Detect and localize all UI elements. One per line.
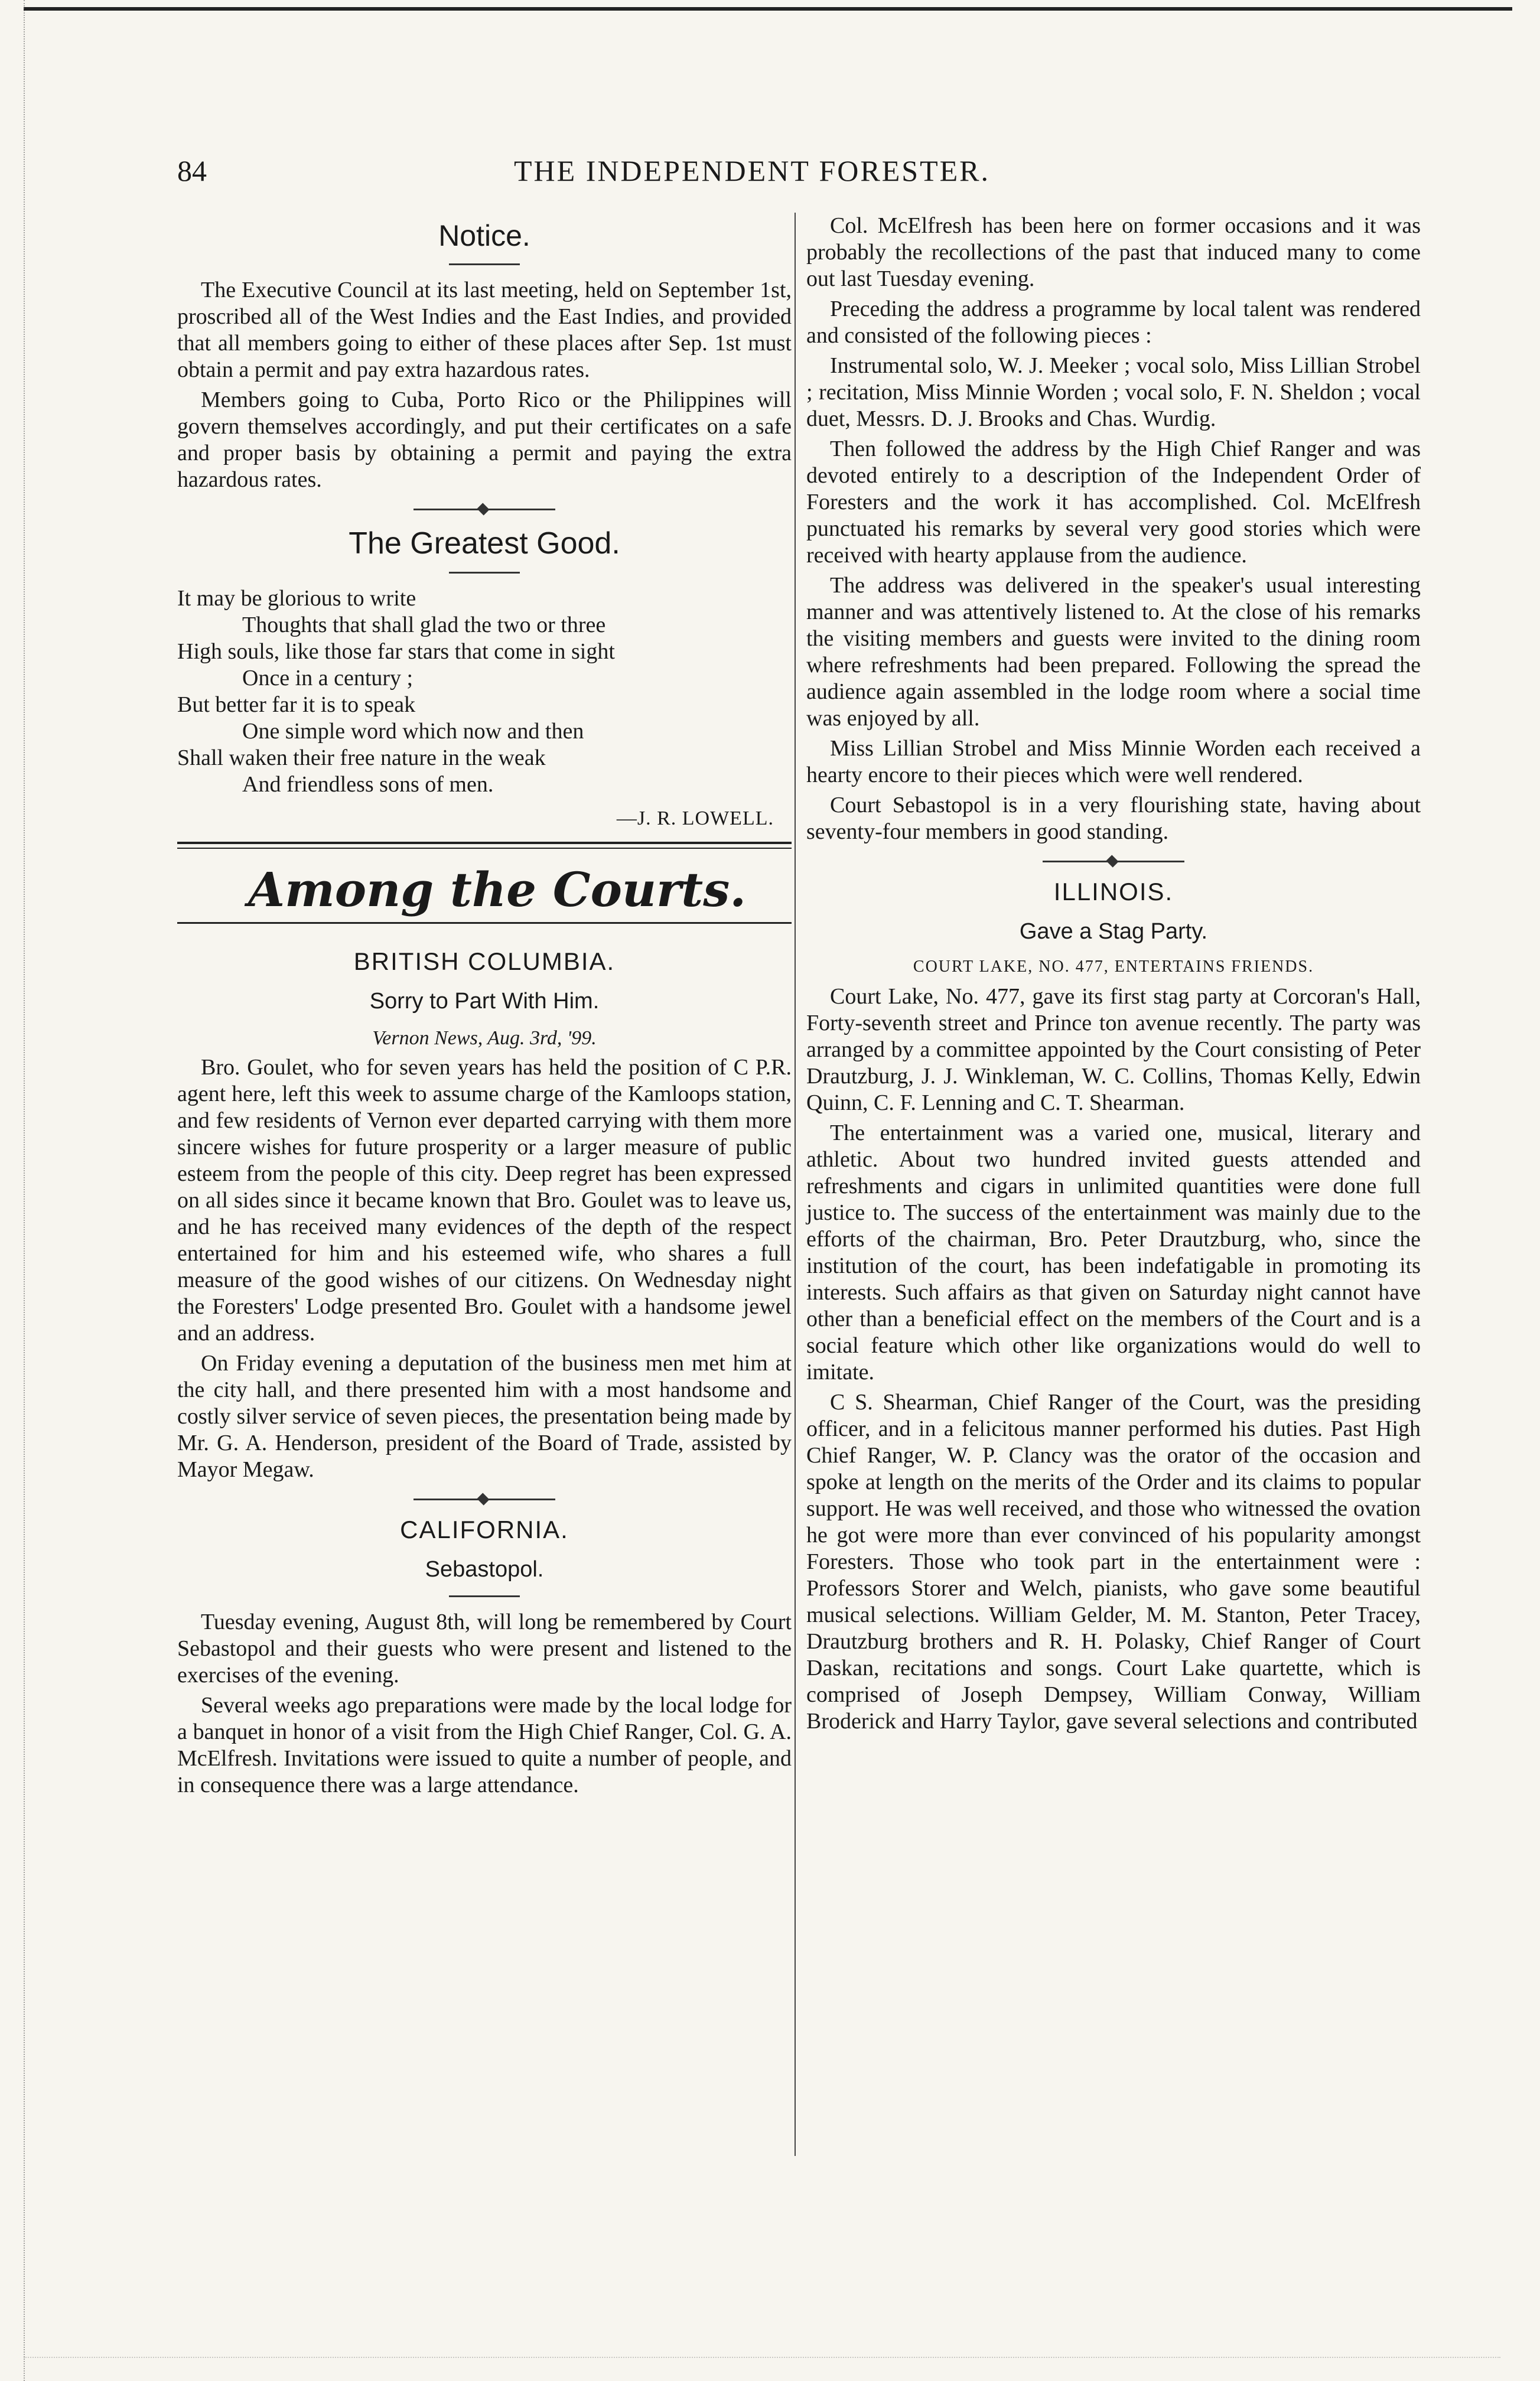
article-paragraph: Col. McElfresh has been here on former occasions and it was probably the recollections of the past that induced many to come out last Tuesday evening. <box>806 213 1421 291</box>
page-number: 84 <box>177 154 207 187</box>
column-divider <box>795 213 796 2156</box>
article-paragraph: Tuesday evening, August 8th, will long be remembered by Court Sebastopol and their guests who were present and listened to the exercises of the evening. <box>177 1610 792 1688</box>
notice-heading: Notice. <box>438 219 530 252</box>
left-column <box>177 213 792 1802</box>
article-paragraph: Then followed the address by the High Chief Ranger and was devoted entirely to a description of the Independent Order of Foresters and the work it has accomplished. Col. McElfresh punctuated his remarks by several very good stories which were received with hearty applause from the audience. <box>806 437 1421 568</box>
article-paragraph: Instrumental solo, W. J. Meeker ; vocal solo, Miss Lillian Strobel ; recitation, Miss Minnie Worden ; vocal solo, F. N. Sheldon ; vocal duet, Messrs. D. J. Brooks and Chas. Wurdig. <box>806 353 1421 431</box>
poem-line: And friendless sons of men. <box>242 772 494 797</box>
section-rule <box>177 922 792 924</box>
running-title: THE INDEPENDENT FORESTER. <box>514 154 991 187</box>
ornament-divider <box>414 509 555 510</box>
article-subtitle: Gave a Stag Party. <box>1019 919 1208 944</box>
state-heading-bc: BRITISH COLUMBIA. <box>353 947 616 975</box>
article-paragraph: On Friday evening a deputation of the business men met him at the city hall, and there presented him with a most handsome and costly silver service of seven pieces, the presentation being made by Mr. G. A. Henderson, president of the Board of Trade, assisted by Mayor Megaw. <box>177 1351 792 1482</box>
poem-line: But better far it is to speak <box>177 692 416 717</box>
poem-line: High souls, like those far stars that come in sight <box>177 639 615 664</box>
poem-signature: —J. R. LOWELL. <box>616 807 774 829</box>
poem-line: One simple word which now and then <box>242 719 584 744</box>
article-paragraph: Bro. Goulet, who for seven years has held the position of C P.R. agent here, left this week to assume charge of the Kamloops station, and few residents of Vernon ever departed carrying with them more sincere wishes for future prosperity or a larger measure of public esteem from the people of this city. Deep regret has been expressed on all sides since it became known that Bro. Goulet was to leave us, and he has received many evidences of the depth of the respect entertained for him and his esteemed wife, who shares a full measure of the good wishes of our citizens. On Wednesday night the Foresters' Lodge presented Bro. Goulet with a handsome jewel and an address. <box>177 1055 792 1346</box>
article-paragraph: Court Lake, No. 477, gave its first stag party at Corcoran's Hall, Forty-seventh street and Prince ton avenue recently. The party was arranged by a committee appointed by the Court consisting of Peter Drautzburg, J. J. Winkleman, W. C. Collins, Thomas Kelly, Edwin Quinn, C. F. Lenning and C. T. Shearman. <box>806 984 1421 1115</box>
binding-edge <box>0 0 25 2381</box>
poem-line: Once in a century ; <box>242 666 414 690</box>
article-subtitle: Sebastopol. <box>425 1557 544 1582</box>
article-paragraph: Court Sebastopol is in a very flourishing state, having about seventy-four members in good standing. <box>806 793 1421 844</box>
poem-title: The Greatest Good. <box>349 526 620 561</box>
page-header <box>177 154 1418 201</box>
ornament-divider <box>414 1499 555 1500</box>
notice-paragraph: The Executive Council at its last meeting, held on September 1st, proscribed all of the West Indies and the East Indies, and provided that all members going to either of these places after Sep. 1st must obtain a permit and pay extra hazardous rates. <box>177 278 792 382</box>
section-title: Among the Courts. <box>248 862 747 917</box>
poem-line: Thoughts that shall glad the two or three <box>242 613 606 637</box>
top-border-rule <box>24 7 1512 11</box>
ornament-divider <box>1043 861 1184 862</box>
right-column <box>806 213 1421 1738</box>
article-paragraph: The address was delivered in the speaker's usual interesting manner and was attentively listened to. At the close of his remarks the visiting members and guests were invited to the dining room where refreshments had been prepared. Following the spread the audience again assembled in the lodge room where a social time was enjoyed by all. <box>806 573 1421 731</box>
scan-edge <box>24 2321 1500 2358</box>
article-paragraph: Several weeks ago preparations were made by the local lodge for a banquet in honor of a visit from the High Chief Ranger, Col. G. A. McElfresh. Invitations were issued to quite a number of people, and in consequence there was a large attendance. <box>177 1693 792 1797</box>
poem-line: It may be glorious to write <box>177 586 416 611</box>
notice-paragraph: Members going to Cuba, Porto Rico or the Philippines will govern themselves accordingly, and put their certificates on a safe and proper basis by obtaining a permit and paying the extra hazardous rates. <box>177 387 792 492</box>
article-paragraph: Preceding the address a programme by local talent was rendered and consisted of the following pieces : <box>806 297 1421 348</box>
dateline: Vernon News, Aug. 3rd, '99. <box>372 1027 597 1049</box>
state-heading-il: ILLINOIS. <box>1053 878 1174 906</box>
state-heading-ca: CALIFORNIA. <box>400 1516 569 1543</box>
section-double-rule <box>177 842 792 849</box>
notice-rule <box>449 263 520 265</box>
article-subtitle: Sorry to Part With Him. <box>369 989 600 1014</box>
article-paragraph: Miss Lillian Strobel and Miss Minnie Worden each received a hearty encore to their pieces which were well rendered. <box>806 736 1421 787</box>
article-paragraph: The entertainment was a varied one, musical, literary and athletic. About two hundred invited guests attended and refreshments and cigars in unlimited quantities were done full justice to. The success of the entertainment was mainly due to the efforts of the chairman, Bro. Peter Drautzburg, who, since the institution of the court, has been indefatigable in promoting its interests. Such affairs as that given on Saturday night cannot have other than a beneficial effect on the members of the Court and is a social feature which other like organizations would do well to imitate. <box>806 1121 1421 1385</box>
poem-rule <box>449 572 520 574</box>
article-paragraph: C S. Shearman, Chief Ranger of the Court, was the presiding officer, and in a felicitous manner performed his duties. Past High Chief Ranger, W. P. Clancy was the orator of the occasion and spoke at length on the merits of the Order and its claims to popular support. He was well received, and those who witnessed the ovation he got were more than ever convinced of his popularity amongst Foresters. Those who took part in the entertainment were : Professors Storer and Welch, pianists, who gave some beautiful musical selections. William Gelder, M. M. Stanton, Peter Tracey, Drautzburg brothers and R. H. Polasky, Chief Ranger of Court Daskan, recitations and songs. Court Lake quartette, which is comprised of Joseph Dempsey, William Conway, William Broderick and Harry Taylor, gave several selections and contributed <box>806 1390 1421 1734</box>
poem-line: Shall waken their free nature in the weak <box>177 745 546 770</box>
article-kicker: COURT LAKE, NO. 477, ENTERTAINS FRIENDS. <box>913 957 1314 976</box>
subtitle-rule <box>449 1595 520 1597</box>
